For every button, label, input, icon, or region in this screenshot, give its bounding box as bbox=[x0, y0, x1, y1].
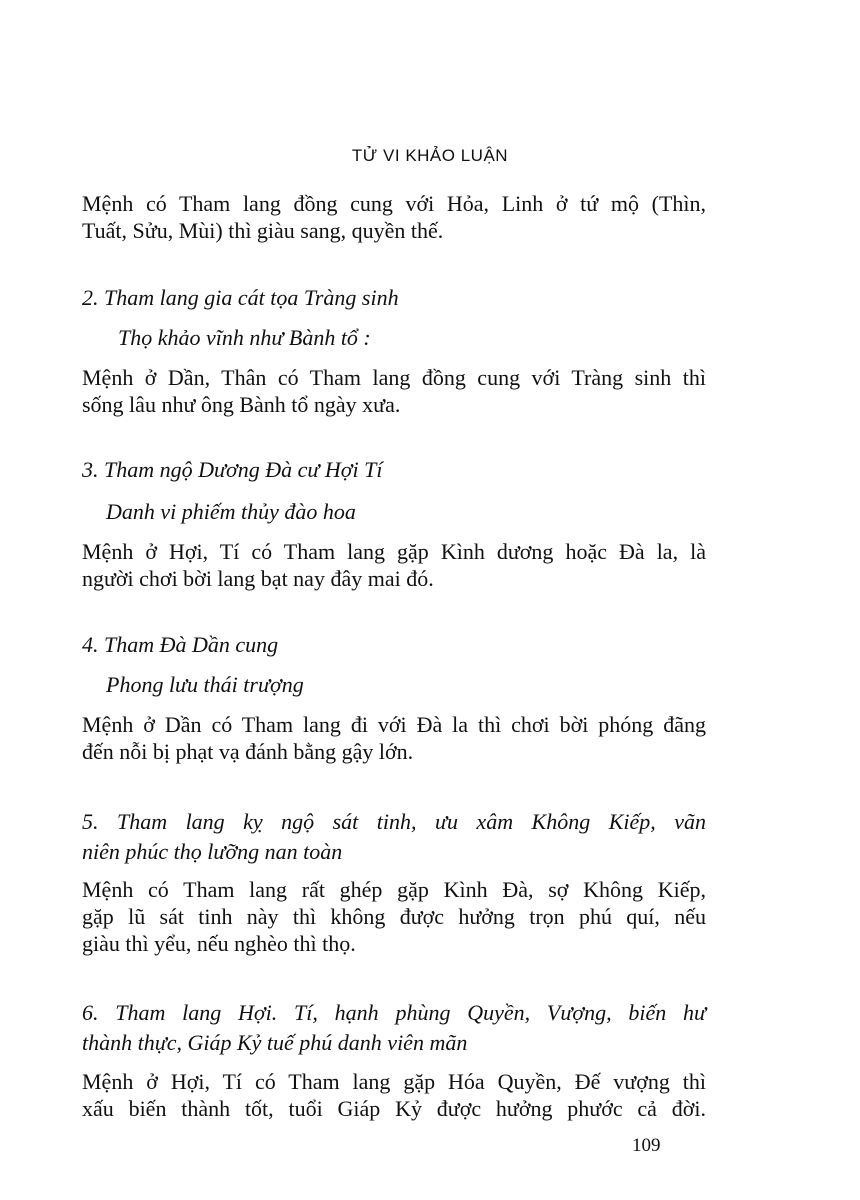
section-body-line: giàu thì yểu, nếu nghèo thì thọ. bbox=[82, 931, 356, 956]
section-body-line: đến nỗi bị phạt vạ đánh bằng gậy lớn. bbox=[82, 739, 414, 764]
page-number: 109 bbox=[632, 1135, 661, 1156]
running-header: TỬ VI KHẢO LUẬN bbox=[351, 146, 509, 165]
section-body-line: gặp lũ sát tinh này thì không được hưởng trọn phú quí, nếu bbox=[82, 904, 706, 929]
section-body-line: Mệnh ở Dần, Thân có Tham lang đồng cung với Tràng sinh thì bbox=[82, 365, 706, 390]
section-title: thành thực, Giáp Kỷ tuế phú danh viên mãn bbox=[82, 1030, 468, 1055]
section-title: 3. Tham ngộ Dương Đà cư Hợi Tí bbox=[82, 457, 383, 482]
section-body-line: Mệnh ở Hợi, Tí có Tham lang gặp Kình dương hoặc Đà la, là bbox=[82, 539, 706, 564]
section-subtitle: Danh vi phiếm thủy đào hoa bbox=[106, 499, 356, 524]
section-body-line: xấu biến thành tốt, tuổi Giáp Kỷ được hưởng phước cả đời. bbox=[82, 1096, 706, 1121]
section-title: 2. Tham lang gia cát tọa Tràng sinh bbox=[82, 285, 399, 310]
section-title: 5. Tham lang kỵ ngộ sát tinh, ưu xâm Không Kiếp, vãn bbox=[82, 809, 706, 834]
section-body-line: Mệnh ở Dần có Tham lang đi với Đà la thì chơi bời phóng đãng bbox=[82, 712, 706, 737]
section-body-line: sống lâu như ông Bành tổ ngày xưa. bbox=[82, 392, 401, 417]
intro-line: Mệnh có Tham lang đồng cung với Hỏa, Linh ở tứ mộ (Thìn, bbox=[82, 191, 706, 216]
section-title: 6. Tham lang Hợi. Tí, hạnh phùng Quyền, Vượng, biến hư bbox=[82, 1000, 706, 1025]
section-title: niên phúc thọ lưỡng nan toàn bbox=[82, 839, 343, 864]
section-body-line: Mệnh có Tham lang rất ghép gặp Kình Đà, sợ Không Kiếp, bbox=[82, 877, 706, 902]
section-subtitle: Thọ khảo vĩnh như Bành tổ : bbox=[118, 325, 371, 350]
section-body-line: Mệnh ở Hợi, Tí có Tham lang gặp Hóa Quyền, Đế vượng thì bbox=[82, 1069, 706, 1094]
section-body-line: người chơi bời lang bạt nay đây mai đó. bbox=[82, 566, 434, 591]
intro-line: Tuất, Sửu, Mùi) thì giàu sang, quyền thế. bbox=[82, 218, 444, 243]
section-subtitle: Phong lưu thái trượng bbox=[106, 672, 304, 697]
section-title: 4. Tham Đà Dần cung bbox=[82, 632, 279, 657]
